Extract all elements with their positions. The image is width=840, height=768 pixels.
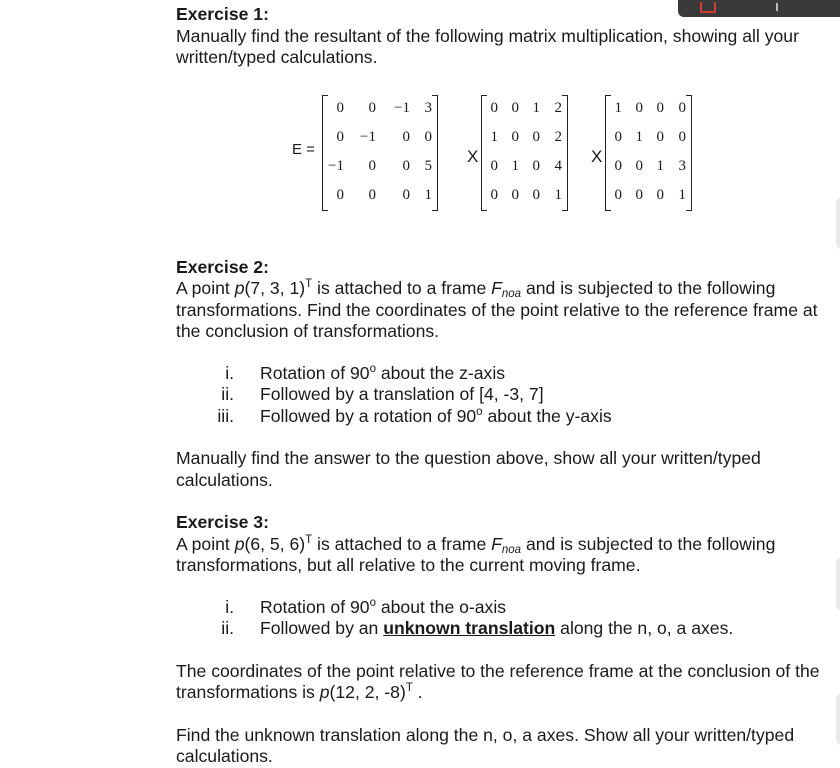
matrix-2-grid: 0 0 1 2 1 0 0 2 0 1 0 4 0 0 0 1 <box>490 100 562 204</box>
list-item: ii. Followed by an unknown translation along the n, o, a axes. <box>221 618 734 638</box>
scroll-edge-tab[interactable] <box>836 558 840 610</box>
matrix-1 <box>322 95 438 211</box>
equation-lhs: E = <box>292 140 315 158</box>
exercise2-heading: Exercise 2: <box>176 256 269 277</box>
multiply-operator: X <box>591 146 603 166</box>
scroll-edge-tab[interactable] <box>836 693 840 745</box>
exercise1-heading: Exercise 1: <box>176 4 269 24</box>
exercise3-heading: Exercise 3: <box>176 512 269 532</box>
exercise2-text: A point p(7, 3, 1)$^T$ is attached to a frame $F_{noa}$ and is subjected to the following transformations. Find the coordinates of the point relative to the reference frame at the conclusion of transformations. <box>176 278 818 341</box>
matrix-3-grid: 1 0 0 0 0 1 0 0 0 0 1 3 0 0 0 1 <box>614 100 686 204</box>
list-item: iii. Followed by a rotation of 90$^o$ about the y-axis <box>217 405 612 426</box>
exercise2-closing: Manually find the answer to the question above, show all your written/typed calculations. <box>176 448 761 490</box>
list-item: ii. Followed by a translation of [4, -3, 7] <box>221 384 544 404</box>
frame-variable: F <box>491 278 502 298</box>
unknown-translation-emphasis: unknown translation <box>383 618 556 638</box>
point-variable: p <box>234 533 245 554</box>
scroll-edge-tab[interactable] <box>836 197 840 249</box>
exercise1-text: Manually find the resultant of the following matrix multiplication, showing all your written/typed calculations. <box>176 25 799 67</box>
point-variable: p <box>319 682 330 702</box>
exercise3-closing: Find the unknown translation along the n, o, a axes. Show all your written/typed calculations. <box>176 724 795 766</box>
list-item: i. Rotation of 90$^o$ about the o-axis <box>225 596 507 617</box>
document-page <box>176 4 826 768</box>
matrix-1-grid: 0 0 −1 3 0 −1 0 0 −1 0 0 5 0 0 0 1 <box>328 100 432 204</box>
list-item: i. Rotation of 90$^o$ about the z-axis <box>225 362 506 383</box>
matrix-2 <box>481 95 568 211</box>
exercise3-text: A point p(6, 5, 6)$^T$ is attached to a frame $F_{noa}$ and is subjected to the following transformations, but all relative to the current moving frame. <box>176 533 776 575</box>
matrix-3 <box>605 95 692 211</box>
exercise3-steps <box>176 597 826 640</box>
multiply-operator: X <box>467 146 479 166</box>
exercise2-steps <box>176 363 826 428</box>
exercise3-result: The coordinates of the point relative to the reference frame at the conclusion of the transformations is p(12, 2, -8)$^T$ . <box>176 660 820 702</box>
frame-variable: F <box>491 533 502 554</box>
point-variable: p <box>234 278 245 298</box>
matrix-equation <box>292 95 826 219</box>
